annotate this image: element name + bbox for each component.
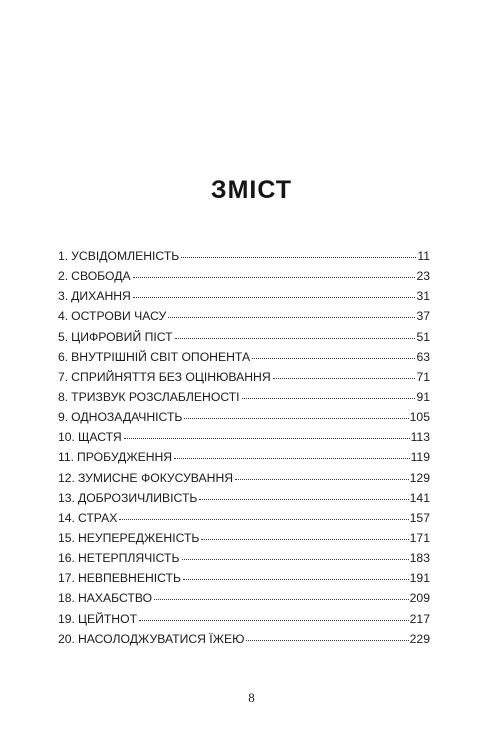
toc-entry-page: 63	[416, 349, 430, 364]
toc-entry-number: 13.	[58, 490, 75, 505]
dot-leader	[174, 457, 409, 459]
toc-entry	[58, 266, 430, 286]
dot-leader	[181, 256, 416, 258]
page-title: ЗМІСТ	[210, 176, 293, 204]
toc-entry	[58, 246, 430, 266]
toc-entry	[58, 588, 430, 608]
dot-leader	[133, 276, 416, 278]
toc-entry-title: НЕТЕРПЛЯЧІСТЬ	[77, 551, 180, 566]
toc-entry-title: ДОБРОЗИЧЛИВІСТЬ	[77, 490, 198, 505]
toc-entry	[58, 347, 430, 367]
toc-entry	[58, 387, 430, 407]
toc-entry-number: 7.	[58, 369, 69, 384]
toc-entry-number: 17.	[58, 571, 75, 586]
toc-entry	[58, 468, 430, 488]
dot-leader	[182, 558, 409, 560]
toc-entry-page: 105	[409, 410, 430, 425]
dot-leader	[242, 397, 416, 399]
toc-entry-number: 11.	[58, 450, 75, 465]
toc-entry	[58, 609, 430, 629]
toc-entry-page: 141	[409, 490, 430, 505]
toc-entry-page: 11	[417, 249, 430, 263]
toc-entry	[58, 508, 430, 528]
toc-entry-title: ЗУМИСНЕ ФОКУСУВАННЯ	[77, 470, 234, 485]
dot-leader	[235, 478, 409, 480]
toc-entry	[58, 367, 430, 387]
toc-entry-title: НАСОЛОДЖУВАТИСЯ ЇЖЕЮ	[77, 631, 245, 646]
toc-entry	[58, 327, 430, 347]
toc-entry-number: 2.	[58, 269, 69, 284]
dot-leader	[246, 639, 408, 641]
toc-entry-page: 37	[416, 309, 430, 324]
toc-entry	[58, 427, 430, 447]
toc-entry-title: ОДНОЗАДАЧНІСТЬ	[71, 410, 183, 425]
toc-entry-number: 16.	[58, 551, 75, 566]
dot-leader	[124, 437, 410, 439]
toc-entry-number: 5.	[58, 329, 69, 344]
toc-entry-number: 4.	[58, 309, 69, 324]
toc-entry-title: СПРИЙНЯТТЯ БЕЗ ОЦІНЮВАННЯ	[71, 369, 271, 384]
dot-leader	[273, 377, 416, 379]
dot-leader	[252, 357, 415, 359]
toc-entry-title: УСВІДОМЛЕНІСТЬ	[71, 249, 180, 263]
toc-entry	[58, 407, 430, 427]
toc-entry-number: 12.	[58, 470, 75, 485]
toc-entry-page: 217	[409, 611, 430, 626]
toc-entry	[58, 306, 430, 326]
toc-entry	[58, 568, 430, 588]
table-of-contents	[58, 246, 430, 649]
toc-entry-page: 157	[409, 510, 430, 525]
toc-entry-page: 91	[416, 389, 430, 404]
toc-entry-page: 229	[409, 631, 430, 646]
toc-entry	[58, 286, 430, 306]
toc-entry-title: ТРИЗВУК РОЗСЛАБЛЕНОСТІ	[71, 389, 240, 404]
toc-entry-title: ДИХАННЯ	[71, 289, 131, 304]
toc-entry-page: 209	[409, 591, 430, 606]
toc-entry-number: 1.	[58, 249, 69, 263]
toc-entry-title: ВНУТРІШНІЙ СВІТ ОПОНЕНТА	[71, 349, 251, 364]
dot-leader	[154, 598, 409, 600]
toc-entry-title: СТРАХ	[77, 510, 118, 525]
toc-entry-title: ПРОБУДЖЕННЯ	[77, 450, 173, 465]
dot-leader	[184, 417, 408, 419]
dot-leader	[175, 337, 416, 339]
toc-entry-page: 171	[409, 530, 430, 545]
toc-entry-title: СВОБОДА	[71, 269, 131, 284]
toc-entry-page: 51	[416, 329, 430, 344]
toc-entry-title: ОСТРОВИ ЧАСУ	[71, 309, 167, 324]
toc-entry-page: 31	[416, 289, 430, 304]
toc-entry-page: 129	[409, 470, 430, 485]
toc-entry-number: 9.	[58, 410, 69, 425]
toc-entry-number: 19.	[58, 611, 75, 626]
toc-entry-page: 113	[410, 430, 430, 445]
toc-entry-number: 6.	[58, 349, 69, 364]
toc-entry-page: 183	[409, 551, 430, 566]
toc-entry-number: 14.	[58, 510, 75, 525]
toc-entry-page: 71	[416, 369, 430, 384]
toc-entry-number: 15.	[58, 530, 75, 545]
dot-leader	[139, 619, 409, 621]
toc-entry-number: 18.	[58, 591, 75, 606]
dot-leader	[201, 538, 408, 540]
toc-entry-number: 3.	[58, 289, 69, 304]
dot-leader	[119, 518, 408, 520]
dot-leader	[168, 316, 415, 318]
toc-entry-title: ЩАСТЯ	[77, 430, 122, 445]
toc-entry-title: ЦИФРОВИЙ ПІСТ	[71, 329, 173, 344]
toc-entry	[58, 528, 430, 548]
toc-entry-number: 10.	[58, 430, 75, 445]
toc-entry-number: 8.	[58, 389, 69, 404]
page-number: 8	[248, 690, 255, 705]
toc-entry	[58, 548, 430, 568]
toc-entry-page: 23	[416, 269, 430, 284]
toc-entry-number: 20.	[58, 631, 75, 646]
dot-leader	[199, 498, 408, 500]
toc-entry	[58, 488, 430, 508]
dot-leader	[133, 296, 416, 298]
toc-entry-title: НЕУПЕРЕДЖЕНІСТЬ	[77, 530, 200, 545]
toc-entry-title: НАХАБСТВО	[77, 591, 153, 606]
toc-entry-title: ЦЕЙТНОТ	[77, 611, 138, 626]
dot-leader	[183, 578, 409, 580]
toc-entry	[58, 447, 430, 467]
toc-entry-page: 119	[410, 450, 430, 465]
toc-entry-page: 191	[409, 571, 430, 586]
toc-entry-title: НЕВПЕВНЕНІСТЬ	[77, 571, 181, 586]
toc-entry	[58, 629, 430, 649]
